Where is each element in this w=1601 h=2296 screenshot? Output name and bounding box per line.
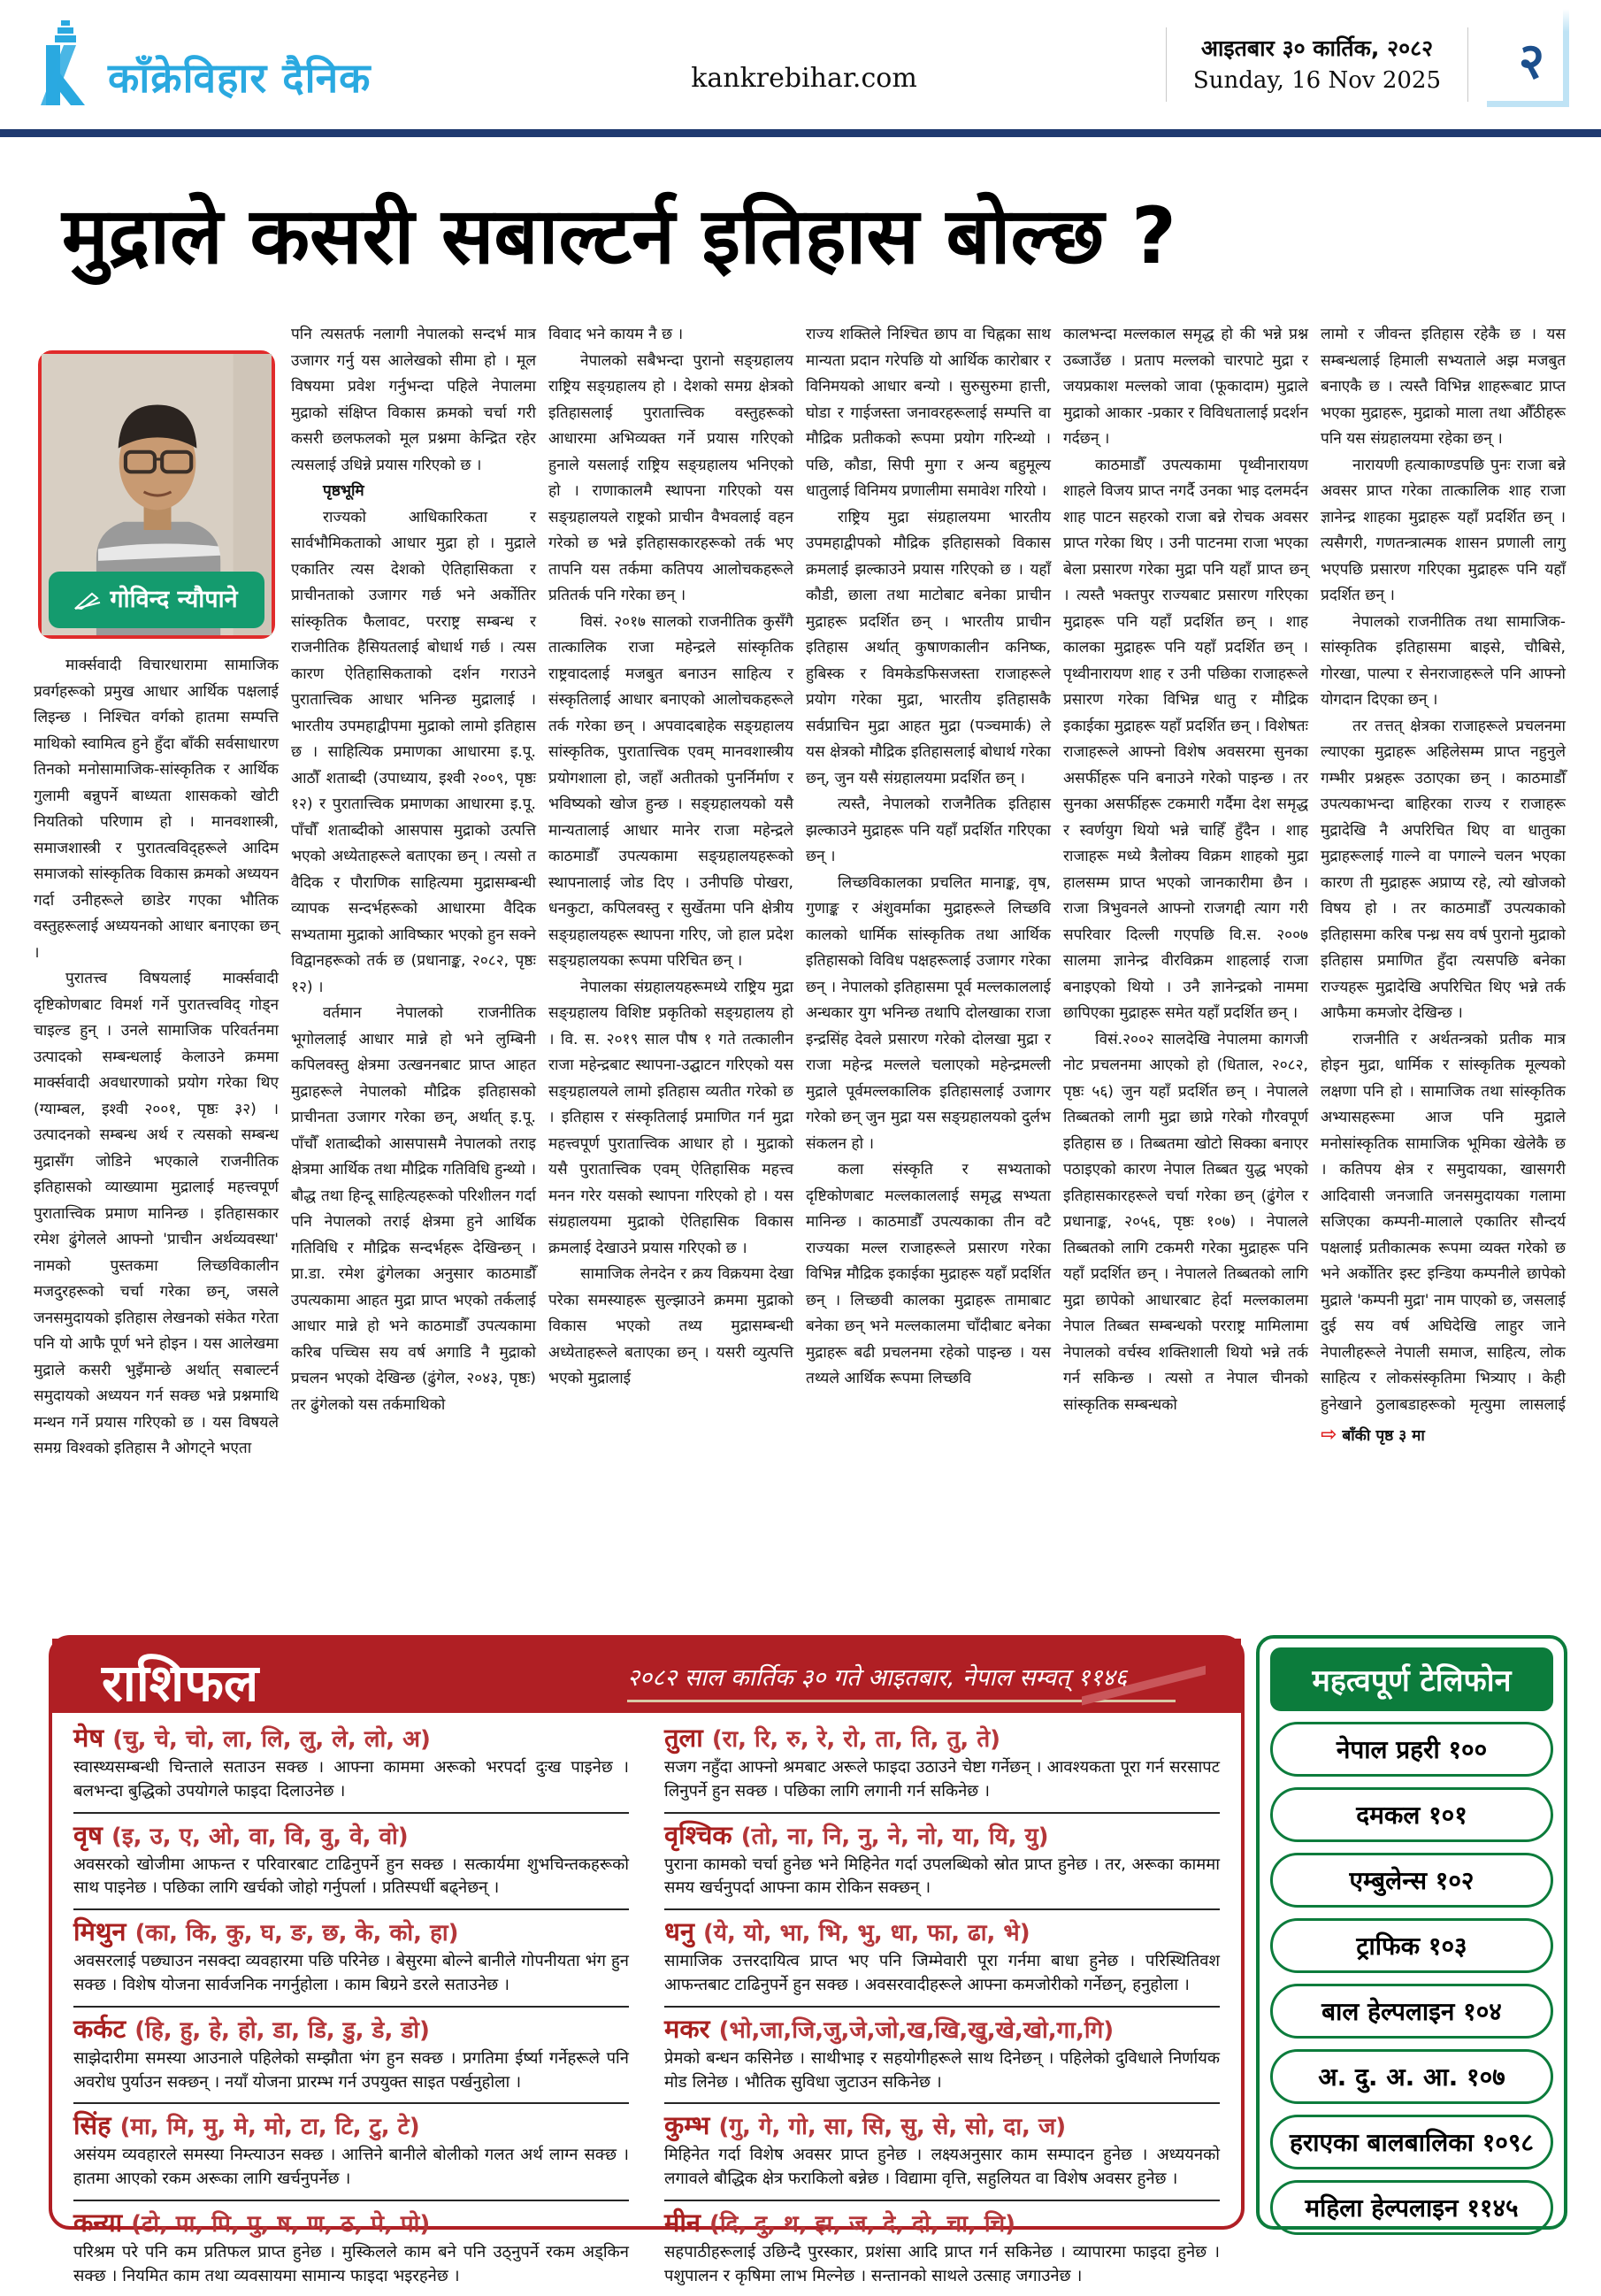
article-paragraph: राज्य शक्तिले निश्चित छाप वा चिह्नका साथ मान्यता प्रदान गरेपछि यो आर्थिक कारोबार र विनिमयको आधार बन्यो । सुरुसुरुमा हात्ती, घोडा र गाईजस्ता जनावरहरूलाई सम्पत्ति वा मौद्रिक प्रतीकको रूपमा प्रयोग गरिन्थ्यो । पछि, कौडा, सिपी मुगा र अन्य बहुमूल्य धातुलाई विनिमय प्रणालीमा समावेश गरियो ।	[806, 326, 1051, 500]
article-paragraph: विसं. २०१७ सालको राजनीतिक कुसँगै तात्कालिक राजा महेन्द्रले सांस्कृतिक राष्ट्रवादलाई मजबुत बनाउन साहित्य र संस्कृतिलाई आधार बनाएको आलोचकहरूले तर्क गरेका छन् । अपवादबाहेक सङ्ग्रहालय सांस्कृतिक, पुरातात्त्विक एवम् मानवशास्त्रीय प्रयोगशाला हो, जहाँ अतीतको पुनर्निर्माण र भविष्यको खोज हुन्छ । सङ्ग्रहालयको यसै मान्यतालाई आधार मानेर राजा महेन्द्रले काठमाडौँ उपत्यकामा सङ्ग्रहालयहरूको स्थापनालाई जोड दिए । उनीपछि पोखरा, धनकुटा, कपिलवस्तु र सुर्खेतमा पनि क्षेत्रीय सङ्ग्रहालयहरू स्थापना गरिए, जो हाल प्रदेश सङ्ग्रहालयका रूपमा परिचित छन् ।	[548, 612, 793, 970]
zodiac-entry	[664, 2201, 1220, 2296]
zodiac-entry	[73, 1910, 629, 2008]
zodiac-letters: (मा, मि, मु, मे, मो, टा, टि, टु, टे)	[119, 2114, 420, 2141]
author-name: गोविन्द न्यौपाने	[110, 585, 238, 613]
horoscope-section	[49, 1635, 1245, 2285]
continuation-text: बाँकी पृष्ठ ३ मा	[1337, 1427, 1425, 1445]
article-paragraph: तर तत्तत् क्षेत्रका राजाहरूले प्रचलनमा ल्याएका मुद्राहरू अहिलेसम्म प्राप्त नहुनुले गम्भीर प्रश्नहरू उठाएका छन् । काठमाडौँ उपत्यकाभन्दा बाहिरका राज्य र राजाहरू मुद्रादेखि नै अपरिचित थिए वा धातुका मुद्राहरूलाई गाल्ने वा पगाल्ने चलन भएका कारण ती मुद्राहरू अप्राप्य रहे, त्यो खोजको विषय हो । तर काठमाडौँ उपत्यकाको इतिहासमा करिब पन्ध्र सय वर्ष पुरानो मुद्राको इतिहास प्रमाणित हुँदा त्यसपछि बनेका राज्यहरू मुद्रादेखि अपरिचित थिए भन्ने तर्क आफैमा कमजोर देखिन्छ ।	[1321, 717, 1566, 1022]
article-headline: मुद्राले कसरी सबाल्टर्न इतिहास बोल्छ ?	[62, 190, 1176, 281]
article-paragraph: पुरातत्त्व विषयलाई मार्क्सवादी दृष्टिकोणबाट विमर्श गर्ने पुरातत्त्वविद् गोड्न चाइल्ड हुन् । उनले सामाजिक परिवर्तनमा उत्पादको सम्बन्धलाई केलाउने क्रममा मार्क्सवादी अवधारणाको प्रयोग गरेका थिए (ग्याम्बल, इश्वी २००१, पृष्ठः ३२) । उत्पादनको सम्बन्ध अर्थ र त्यसको सम्बन्ध मुद्रासँग जोडिने भएकाले राजनीतिक इतिहासको व्याख्यामा मुद्रालाई महत्त्वपूर्ण पुरातात्त्विक प्रमाण मानिन्छ । इतिहासकार रमेश ढुंगेलले आफ्नो 'प्राचीन अर्थव्यवस्था' नामको पुस्तकमा लिच्छविकालीन मजदुरहरूको चर्चा गरेका छन्, जसले जनसमुदायको इतिहास लेखनको संकेत गरेता पनि यो आफै पूर्ण भने होइन । यस आलेखमा मुद्राले कसरी भुइँमान्छे अर्थात् सबाल्टर्न समुदायको अध्ययन गर्न सक्छ भन्ने प्रश्नमाथि मन्थन गर्ने प्रयास गरिएको छ । यस विषयले समग्र विश्वको इतिहास नै ओगट्ने भएता	[34, 970, 279, 1457]
zodiac-sign: धनु (ये, यो, भा, भि, भु, धा, फा, ढा, भे)	[664, 1916, 1030, 1947]
zodiac-entry	[73, 1716, 629, 1814]
telephone-entry: नेपाल प्रहरी १००	[1270, 1722, 1553, 1777]
article-paragraph: विवाद भने कायम नै छ ।	[548, 326, 684, 343]
logo-icon	[34, 19, 97, 111]
article-paragraph: वर्तमान नेपालको राजनीतिक भूगोललाई आधार मान्ने हो भने लुम्बिनी कपिलवस्तु क्षेत्रमा उत्खननबाट प्राप्त आहत मुद्राहरूले नेपालको मौद्रिक इतिहासको प्राचीनता उजागर गरेका छन्, अर्थात् इ.पू. पाँचौँ शताब्दीको आसपासमै नेपालको तराइ क्षेत्रमा आर्थिक तथा मौद्रिक गतिविधि हुन्थ्यो । बौद्ध तथा हिन्दू साहित्यहरूको परिशीलन गर्दा पनि नेपालको तराई क्षेत्रमा हुने आर्थिक गतिविधि र मौद्रिक सन्दर्भहरू देखिन्छन् । प्रा.डा. रमेश ढुंगेलका अनुसार काठमाडौँ उपत्यकामा आहत मुद्रा प्राप्त भएको तर्कलाई आधार मान्ने हो भने काठमाडौँ उपत्यकामा करिब पच्चिस सय वर्ष अगाडि नै मुद्राको प्रचलन भएको देखिन्छ (ढुंगेल, २०४३, पृष्ठः) तर ढुंगेलको यस तर्कमाथिको	[291, 1004, 536, 1414]
article-paragraph: सामाजिक लेनदेन र क्रय विक्रयमा देखा परेका समस्याहरू सुल्झाउने क्रममा मुद्राको विकास भएको तथ्य मुद्रासम्बन्धी अध्येताहरूले बताएका छन् । यसरी व्युत्पत्ति भएको मुद्रालाई	[548, 1265, 793, 1387]
telephone-entry: दमकल १०१	[1270, 1787, 1553, 1842]
zodiac-sign: तुला (रा, रि, रु, रे, रो, ता, ति, तु, ते)	[664, 1723, 1001, 1753]
article-column-5	[1063, 322, 1308, 1633]
zodiac-letters: (दि, दु, थ, झ, ज, दे, दो, चा, चि)	[709, 2210, 1015, 2238]
article-paragraph: नेपालका संग्रहालयहरूमध्ये राष्ट्रिय मुद्रा सङ्ग्रहालय विशिष्ट प्रकृतिको सङ्ग्रहालय हो । वि. स. २०१९ साल पौष १ गते तत्कालीन राजा महेन्द्रबाट स्थापना-उद्घाटन गरिएको यस सङ्ग्रहालयले लामो इतिहास व्यतीत गरेको छ । इतिहास र संस्कृतिलाई प्रमाणित गर्न मुद्रा महत्त्वपूर्ण पुरातात्त्विक आधार हो । मुद्राको यसै पुरातात्त्विक एवम् ऐतिहासिक महत्त्व मनन गरेर यसको स्थापना गरिएको हो । यस संग्रहालयमा मुद्राको ऐतिहासिक विकास क्रमलाई देखाउने प्रयास गरिएको छ ।	[548, 978, 793, 1257]
article-paragraph: विसं.२००२ सालदेखि नेपालमा कागजी नोट प्रचलनमा आएको हो (धिताल, २०८२, पृष्ठः ५६) जुन यहाँ प्रदर्शित छन् । नेपालले तिब्बतको लागी मुद्रा छाप्ने गरेको गौरवपूर्ण इतिहास छ । तिब्बतमा खोटो सिक्का बनाएर पठाइएको कारण नेपाल तिब्बत युद्ध भएको इतिहासकारहरूले चर्चा गरेका छन् (ढुंगेल र प्रधानाङ्क, २०५६, पृष्ठः १०७) । नेपालले तिब्बतको लागि टकमरी गरेका मुद्राहरू पनि यहाँ प्रदर्शित छन् । नेपालले तिब्बतको लागि मुद्रा छापेको आधारबाट हेर्दा मल्लकालमा नेपाल तिब्बत सम्बन्धको परराष्ट्र मामिलामा नेपालको वर्चस्व शक्तिशाली थियो भन्ने तर्क गर्न सकिन्छ । त्यसो त नेपाल चीनको सांस्कृतिक सम्बन्धको	[1063, 1030, 1308, 1414]
zodiac-entry	[73, 2008, 629, 2105]
article-paragraph: लिच्छविकालका प्रचलित मानाङ्क, वृष, गुणाङ्क र अंशुवर्माका मुद्राहरूले लिच्छवि कालको धार्मिक सांस्कृतिक तथा आर्थिक इतिहासको विविध पक्षहरूलाई उजागर गरेका छन् । नेपालको इतिहासमा पूर्व मल्लकाललाई अन्धकार युग भनिन्छ तथापि दोलखाका राजा इन्द्रसिंह देवले प्रसारण गरेको दोलखा मुद्रा र राजा महेन्द्र मल्लले चलाएको महेन्द्रमल्ली मुद्राले पूर्वमल्लकालिक इतिहासलाई उजागर गरेको छन् जुन मुद्रा यस सङ्ग्रहालयको दुर्लभ संकलन हो ।	[806, 873, 1051, 1153]
zodiac-entry	[664, 1716, 1220, 1814]
zodiac-prediction: अवसरलाई पछ्याउन नसक्दा व्यवहारमा पछि परिनेछ । बेसुरमा बोल्ने बानीले गोपनीयता भंग हुन सक्छ । विशेष योजना सार्वजनिक नगर्नुहोला । काम बिग्रने डरले सताउनेछ ।	[73, 1952, 629, 1994]
zodiac-letters: (टो, पा, पि, पु, ष, ण, ठ, पे, पो)	[131, 2210, 431, 2238]
telephone-entry: हराएका बालबालिका १०९८	[1270, 2115, 1553, 2169]
zodiac-sign: कन्या (टो, पा, पि, पु, ष, ण, ठ, पे, पो)	[73, 2207, 431, 2238]
zodiac-letters: (गु, गे, गो, सा, सि, सु, से, सो, दा, ज)	[718, 2114, 1067, 2141]
telephone-box	[1256, 1635, 1567, 2230]
article-paragraph: कला संस्कृति र सभ्यताको दृष्टिकोणबाट मल्लकाललाई समृद्ध सभ्यता मानिन्छ । काठमाडौँ उपत्यकाका तीन वटै राज्यका मल्ल राजाहरूले प्रसारण गरेका विभिन्न मौद्रिक इकाईका मुद्राहरू यहाँ प्रदर्शित छन् । लिच्छवी कालका मुद्राहरू तामाबाट बनेका छन् भने मल्लकालमा चाँदीबाट बनेका मुद्राहरू बढी प्रचलनमा रहेको पाइन्छ । यस तथ्यले आर्थिक रूपमा लिच्छवि	[806, 1161, 1051, 1387]
zodiac-letters: (का, कि, कु, घ, ङ, छ, के, को, हा)	[134, 1920, 459, 1947]
article-body	[34, 322, 1567, 1633]
article-paragraph: राज्यको आधिकारिकता र सार्वभौमिकताको आधार मुद्रा हो । मुद्राले एकातिर त्यस देशको ऐतिहासिकता र प्राचीनताको उजागर गर्छ भने अर्कोतिर सांस्कृतिक फैलावट, परराष्ट्र सम्बन्ध र राजनीतिक हैसियतलाई बोधार्थ गर्छ । त्यस कारण ऐतिहासिकताको दर्शन गराउने पुरातात्त्विक आधार भनिन्छ मुद्रालाई । भारतीय उपमहाद्वीपमा मुद्राको लामो इतिहास छ । साहित्यिक प्रमाणका आधारमा इ.पू. आठौँ शताब्दी (उपाध्याय, इश्वी २००९, पृष्ठः १२) र पुरातात्त्विक प्रमाणका आधारमा इ.पू. पाँचौँ शताब्दीको आसपास मुद्राको उत्पत्ति भएको अध्येताहरूले बताएका छन् । त्यसो त वैदिक र पौराणिक साहित्यमा मुद्रासम्बन्धी व्यापक सन्दर्भहरूको आधारमा वैदिक सभ्यतामा मुद्राको आविष्कार भएको हुन सक्ने विद्वानहरूको तर्क छ (प्रधानाङ्क, २०८२, पृष्ठः १२) ।	[291, 508, 536, 996]
page-number-block	[1468, 20, 1574, 109]
horoscope-date: २०८२ साल कार्तिक ३० गते आइतबार, नेपाल सम्वत् ११४६	[627, 1660, 1176, 1702]
article-paragraph: कालभन्दा मल्लकाल समृद्ध हो की भन्ने प्रश्न उब्जाउँछ । प्रताप मल्लको चारपाटे मुद्रा र जयप्रकाश मल्लको जावा (फूकादाम) मुद्राले मुद्राको आकार -प्रकार र विविधतालाई प्रदर्शन गर्दछन् ।	[1063, 326, 1308, 448]
article-column-6	[1321, 322, 1566, 1633]
article-paragraph: नारायणी हत्याकाण्डपछि पुनः राजा बन्ने अवसर प्राप्त गरेका तात्कालिक शाह राजा ज्ञानेन्द्र शाहका मुद्राहरू यहाँ प्रदर्शित छन् । त्यसैगरी, गणतन्त्रात्मक शासन प्रणाली लागु भएपछि प्रसारण गरिएका मुद्राहरू पनि यहाँ प्रदर्शित छन् ।	[1321, 456, 1566, 604]
zodiac-sign: मेष (चु, चे, चो, ला, लि, लु, ले, लो, अ)	[73, 1723, 431, 1753]
telephone-entry: महिला हेल्पलाइन ११४५	[1270, 2180, 1553, 2235]
telephone-entry: बाल हेल्पलाइन १०४	[1270, 1984, 1553, 2039]
date-block	[1166, 27, 1468, 103]
zodiac-prediction: साझेदारीमा समस्या आउनाले पहिलेको सम्झौता भंग हुन सक्छ । प्रगतिमा ईर्ष्या गर्नेहरूले पनि अवरोध पुर्याउन सक्छन् । नयाँ योजना प्रारम्भ गर्न उपयुक्त साइत पर्खनुहोला ।	[73, 2048, 629, 2092]
pen-icon	[74, 590, 101, 610]
telephone-box-title: महत्वपूर्ण टेलिफोन	[1270, 1647, 1553, 1711]
zodiac-letters: (भो,जा,जि,जु,जे,जो,ख,खि,खु,खे,खो,गा,गि)	[718, 2016, 1115, 2044]
zodiac-entry	[664, 2104, 1220, 2201]
telephone-entry: ट्राफिक १०३	[1270, 1918, 1553, 1973]
horoscope-column-right	[664, 1716, 1220, 2296]
zodiac-sign: कर्कट (हि, हु, हे, हो, डा, डि, डु, डे, डो)	[73, 2013, 430, 2044]
article-paragraph: नेपालको राजनीतिक तथा सामाजिक-सांस्कृतिक इतिहासमा बाइसे, चौबिसे, गोरखा, पाल्पा र सेनराजाहरूले पनि आफ्नो योगदान दिएका छन् ।	[1321, 612, 1566, 709]
continuation-note	[1321, 1424, 1425, 1446]
article-column-4	[806, 322, 1051, 1633]
article-paragraph: नेपालको सबैभन्दा पुरानो सङ्ग्रहालय राष्ट्रिय सङ्ग्रहालय हो । देशको समग्र क्षेत्रको इतिहासलाई पुरातात्त्विक वस्तुहरूको आधारमा अभिव्यक्त गर्ने प्रयास गरिएको हुनाले यसलाई राष्ट्रिय सङ्ग्रहालय भनिएको हो । राणाकालमै स्थापना गरिएको यस सङ्ग्रहालयले राष्ट्रको प्राचीन वैभवलाई वहन गरेको छ भन्ने इतिहासकारहरूको तर्क भए तापनि यस तर्कमा कतिपय आलोचकहरूले प्रतितर्क पनि गरेका छन् ।	[548, 351, 793, 604]
zodiac-entry	[664, 2008, 1220, 2105]
telephone-list	[1270, 1722, 1553, 2235]
horoscope-header	[52, 1639, 1241, 1713]
zodiac-prediction: अवसरको खोजीमा आफन्त र परिवारबाट टाढिनुपर्ने हुन सक्छ । सत्कार्यमा शुभचिन्तकहरूको साथ पाइनेछ । पछिका लागि खर्चको जोहो गर्नुपर्ला । प्रतिस्पर्धी बढ्नेछन् ।	[73, 1854, 629, 1898]
article-paragraph: मार्क्सवादी विचारधारामा सामाजिक प्रवर्गहरूको प्रमुख आधार आर्थिक पक्षलाई लिइन्छ । निश्चित वर्गको हातमा सम्पत्ति माथिको स्वामित्व हुने हुँदा बाँकी सर्वसाधारण तिनको मनोसामाजिक-सांस्कृतिक र आर्थिक गुलामी बन्नुपर्ने बाध्यता शासकको खोटी नियतिको परिणाम हो । मानवशास्त्री, समाजशास्त्री र पुरातत्वविद्हरूले आदिम समाजको सांस्कृतिक विकास क्रमको अध्ययन गर्दा उनीहरूले छाडेर गएका भौतिक वस्तुहरूलाई अध्ययनको आधार बनाएका छन् ।	[34, 657, 279, 962]
telephone-entry: अ. दु. अ. आ. १०७	[1270, 2049, 1553, 2104]
author-label	[49, 572, 264, 628]
zodiac-prediction: असंयम व्यवहारले समस्या निम्त्याउन सक्छ । आत्तिने बानीले बोलीको गलत अर्थ लाग्न सक्छ । हातमा आएको रकम अरूका लागि खर्चनुपर्नेछ ।	[73, 2146, 629, 2189]
horoscope-title: राशिफल	[102, 1653, 259, 1713]
article-paragraph: पनि त्यसतर्फ नलागी नेपालको सन्दर्भ मात्र उजागर गर्नु यस आलेखको सीमा हो । मूल विषयमा प्रवेश गर्नुभन्दा पहिले नेपालमा मुद्राको संक्षिप्त विकास क्रमको चर्चा गरी कसरी छलफलको मूल प्रश्नमा केन्द्रित रहेर त्यसलाई उधिन्ने प्रयास गरिएको छ ।	[291, 326, 536, 474]
article-paragraph: राजनीति र अर्थतन्त्रको प्रतीक मात्र होइन मुद्रा, धार्मिक र सांस्कृतिक मूल्यको लक्षणा पनि हो । सामाजिक तथा सांस्कृतिक अभ्यासहरूमा आज पनि मुद्राले मनोसांस्कृतिक सामाजिक भूमिका खेलेकै छ । कतिपय क्षेत्र र समुदायका, खासगरी आदिवासी जनजाति जनसमुदायका गलामा सजिएका कम्पनी-मालाले एकातिर सौन्दर्य पक्षलाई प्रतीकात्मक रूपमा व्यक्त गरेको छ भने अर्कोतिर इस्ट इन्डिया कम्पनीले छापेको मुद्राले 'कम्पनी मुद्रा' नाम पाएको छ, जसलाई दुई सय वर्ष अघिदेखि लाहुर जाने नेपालीहरूले नेपाली समाज, साहित्य, लोक साहित्य र लोकसंस्कृतिमा भित्र्याए । केही हुनेखाने ठुलाबडाहरूको मृत्युमा लासलाई ⇨ बाँकी पृष्ठ ३ मा	[1321, 1030, 1566, 1446]
article-column-2	[291, 322, 536, 1633]
zodiac-letters: (इ, उ, ए, ओ, वा, वि, वु, वे, वो)	[111, 1823, 409, 1850]
zodiac-prediction: सामाजिक उत्तरदायित्व प्राप्त भए पनि जिम्मेवारी पूरा गर्नमा बाधा हुनेछ । परिस्थितिवश आफन्तबाट टाढिनुपर्ने हुन सक्छ । अवसरवादीहरूले आफ्ना कमजोरीको गर्नेछन्, हनुहोला ।	[664, 1952, 1220, 1994]
article-paragraph: पृष्ठभूमि	[323, 482, 364, 500]
zodiac-prediction: परिश्रम परे पनि कम प्रतिफल प्राप्त हुनेछ । मुस्किलले काम बने पनि उठ्नुपर्ने रकम अड्किन सक्छ । नियमित काम तथा व्यवसायमा सामान्य फाइदा भइरहनेछ ।	[73, 2243, 629, 2285]
article-paragraph: लामो र जीवन्त इतिहास रहेकै छ । यस सम्बन्धलाई हिमाली सभ्यताले अझ मजबुत बनाएकै छ । त्यस्तै विभिन्न शाहरूबाट प्राप्त भएका मुद्राहरू, मुद्राको माला तथा औँठीहरू पनि यस संग्रहालयमा रहेका छन् ।	[1321, 326, 1566, 448]
zodiac-letters: (ये, यो, भा, भि, भु, धा, फा, ढा, भे)	[703, 1920, 1030, 1947]
zodiac-prediction: मिहिनेत गर्दा विशेष अवसर प्राप्त हुनेछ । लक्ष्यअनुसार काम सम्पादन हुनेछ । अध्ययनको लगावले बौद्धिक क्षेत्र फराकिलो बन्नेछ । विद्यामा वृत्ति, सहुलियत वा विशेष अवसर हुनेछ ।	[664, 2146, 1220, 2189]
zodiac-entry	[664, 1814, 1220, 1911]
date-english: Sunday, 16 Nov 2025	[1192, 66, 1441, 94]
author-photo-card	[38, 350, 275, 639]
zodiac-prediction: सहपाठीहरूलाई उछिन्दै पुरस्कार, प्रशंसा आदि प्राप्त गर्न सकिनेछ । व्यापारमा फाइदा हुनेछ । पशुपालन र कृषिमा लाभ मिल्नेछ । सन्तानको साथले उत्साह जगाउनेछ ।	[664, 2243, 1220, 2285]
article-paragraph: राष्ट्रिय मुद्रा संग्रहालयमा भारतीय उपमहाद्वीपको मौद्रिक इतिहासको विकास क्रमलाई झल्काउने प्रयास गरिएको छ । यहाँ कौडी, छाला तथा माटोबाट बनेका प्राचीन मुद्राहरू प्रदर्शित छन् । भारतीय प्राचीन इतिहास अर्थात् कुषाणकालीन कनिष्क, हुबिस्क र विमकेडफिसजस्ता राजाहरूले प्रयोग गरेका मुद्रा, भारतीय इतिहासकै सर्वप्राचिन मुद्रा आहत मुद्रा (पञ्चमार्क) ले यस क्षेत्रको मौद्रिक इतिहासलाई बोधार्थ गरेका छन्, जुन यसै संग्रहालयमा प्रदर्शित छन् ।	[806, 508, 1051, 787]
brand-name: काँक्रेविहार दैनिक	[108, 54, 372, 102]
zodiac-sign: वृश्चिक (तो, ना, नि, नु, ने, नो, या, यि, यु)	[664, 1819, 1049, 1850]
zodiac-sign: कुम्भ (गु, गे, गो, सा, सि, सु, से, सो, दा, ज)	[664, 2110, 1067, 2141]
zodiac-sign: सिंह (मा, मि, मु, मे, मो, टा, टि, टु, टे)	[73, 2110, 420, 2141]
date-nepali: आइतबार ३० कार्तिक, २०८२	[1200, 35, 1434, 61]
zodiac-prediction: स्वास्थ्यसम्बन्धी चिन्ताले सताउन सक्छ । आफ्ना काममा अरूको भरपर्दा दुःख पाइनेछ । बलभन्दा बुद्धिको उपयोगले फाइदा दिलाउनेछ ।	[73, 1758, 629, 1801]
article-paragraph: त्यस्तै, नेपालको राजनैतिक इतिहास झल्काउने मुद्राहरू पनि यहाँ प्रदर्शित गरिएका छन् ।	[806, 795, 1051, 865]
zodiac-entry	[664, 1910, 1220, 2008]
zodiac-letters: (चु, चे, चो, ला, लि, लु, ले, लो, अ)	[112, 1726, 431, 1753]
article-column-3	[548, 322, 793, 1633]
zodiac-letters: (रा, रि, रु, रे, रो, ता, ति, तु, ते)	[711, 1726, 1001, 1753]
masthead	[34, 12, 1574, 117]
website-url: kankrebihar.com	[691, 63, 917, 94]
article-paragraph: काठमाडौँ उपत्यकामा पृथ्वीनारायण शाहले विजय प्राप्त नगर्दै उनका भाइ दलमर्दन शाह पाटन सहरको राजा बन्ने रोचक अवसर प्राप्त गरेका थिए । उनी पाटनमा राजा भएका बेला प्रसारण गरेका मुद्रा पनि यहाँ प्राप्त छन् । त्यस्तै भक्तपुर राज्यबाट प्रसारण गरिएका मुद्राहरू पनि यहाँ प्रदर्शित छन् । शाह कालका मुद्राहरू पनि यहाँ प्रदर्शित छन् । पृथ्वीनारायण शाह र उनी पछिका राजाहरूले प्रसारण गरेका विभिन्न धातु र मौद्रिक इकाईका मुद्राहरू यहाँ प्रदर्शित छन् । विशेषतः राजाहरूले आफ्नो विशेष अवसरमा सुनका असर्फीहरू पनि बनाउने गरेको पाइन्छ । तर सुनका असर्फीहरू टकमारी गर्दैमा देश समृद्ध र स्वर्णयुग थियो भन्ने चाहिँ हुँदैन । शाह राजाहरू मध्ये त्रैलोक्य विक्रम शाहको मुद्रा हालसम्म प्राप्त भएको जानकारीमा छैन । राजा त्रिभुवनले आफ्नो राजगद्दी त्याग गरी सपरिवार दिल्ली गएपछि वि.स. २००७ सालमा ज्ञानेन्द्र वीरविक्रम शाहलाई राजा बनाइएको थियो । उनै ज्ञानेन्द्रको नाममा छापिएका मुद्राहरू समेत यहाँ प्रदर्शित छन् ।	[1063, 456, 1308, 1022]
article-column-1	[34, 322, 279, 1633]
brand	[34, 19, 371, 111]
zodiac-entry	[73, 2201, 629, 2296]
zodiac-sign: मकर (भो,जा,जि,जु,जे,जो,ख,खि,खु,खे,खो,गा,गि)	[664, 2013, 1115, 2044]
masthead-divider	[0, 129, 1601, 137]
zodiac-prediction: प्रेमको बन्धन कसिनेछ । साथीभाइ र सहयोगीहरूले साथ दिनेछन् । पहिलेको दुविधाले निर्णायक मोड लिनेछ । भौतिक सुविधा जुटाउन सकिनेछ ।	[664, 2048, 1220, 2092]
zodiac-sign: मिथुन (का, कि, कु, घ, ङ, छ, के, को, हा)	[73, 1916, 459, 1947]
zodiac-sign: वृष (इ, उ, ए, ओ, वा, वि, वु, वे, वो)	[73, 1819, 409, 1850]
zodiac-prediction: सजग नहुँदा आफ्नो श्रमबाट अरूले फाइदा उठाउने चेष्टा गर्नेछन् । आवश्यकता पूरा गर्न सरसापट लिनुपर्ने हुन सक्छ । पछिका लागि लगानी गर्न सकिनेछ ।	[664, 1758, 1220, 1801]
zodiac-entry	[73, 1814, 629, 1911]
zodiac-entry	[73, 2104, 629, 2201]
page-number: २	[1518, 33, 1544, 90]
zodiac-sign: मीन (दि, दु, थ, झ, ज, दे, दो, चा, चि)	[664, 2207, 1015, 2238]
continued-arrow-icon: ⇨	[1321, 1424, 1337, 1446]
zodiac-letters: (हि, हु, हे, हो, डा, डि, डु, डे, डो)	[134, 2016, 430, 2044]
zodiac-letters: (तो, ना, नि, नु, ने, नो, या, यि, यु)	[740, 1823, 1049, 1850]
horoscope-column-left	[73, 1716, 629, 2296]
zodiac-prediction: पुराना कामको चर्चा हुनेछ भने मिहिनेत गर्दा उपलब्धिको स्रोत प्राप्त हुनेछ । तर, अरूका काममा समय खर्चनुपर्दा आफ्ना काम रोकिन सक्छन् ।	[664, 1854, 1220, 1898]
horoscope-body	[52, 1713, 1241, 2296]
telephone-entry: एम्बुलेन्स १०२	[1270, 1853, 1553, 1908]
